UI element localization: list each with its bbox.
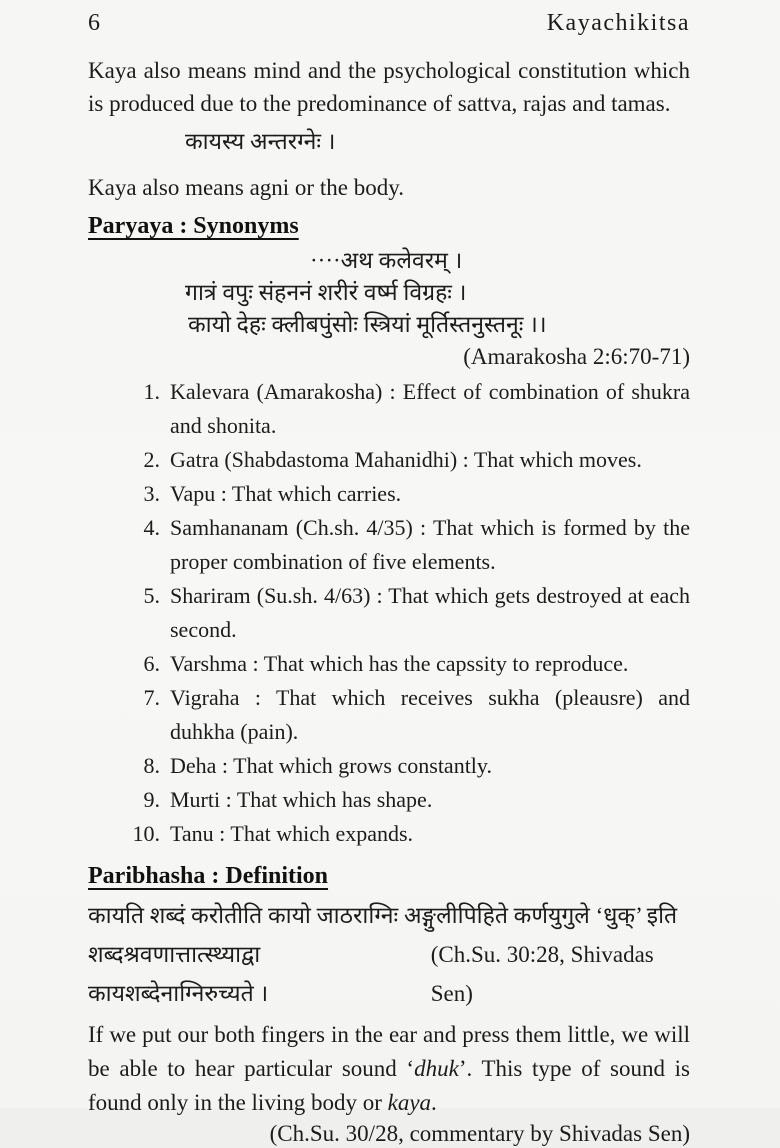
verse-line: कायो देहः क्लीबपुंसोः स्त्रियां मूर्तिस्तनुस्तनूः ।। [188, 312, 547, 337]
amarakosha-citation: (Amarakosha 2:6:70-71) [463, 344, 690, 369]
definition-paragraph [88, 1018, 690, 1120]
list-item-number: 3. [143, 481, 160, 506]
list-item-number: 5. [143, 583, 160, 608]
list-item-text: Gatra (Shabdastoma Mahanidhi) : That which moves. [170, 447, 642, 472]
list-item-number: 4. [143, 515, 160, 540]
sanskrit-definition-line [88, 935, 690, 1013]
list-item [88, 817, 690, 851]
list-item-text: Shariram (Su.sh. 4/63) : That which gets destroyed at each second. [170, 583, 690, 642]
list-item-number: 7. [143, 685, 160, 710]
running-title: Kayachikitsa [546, 10, 690, 36]
verse-line: गात्रं वपुः संहननं शरीरं वर्ष्म विग्रहः । [185, 280, 467, 305]
list-item-number: 10. [132, 821, 160, 846]
chsu-citation: (Ch.Su. 30:28, Shivadas Sen) [430, 942, 654, 1006]
agni-paragraph: Kaya also means agni or the body. [88, 175, 404, 200]
list-item-number: 9. [143, 787, 160, 812]
list-item [88, 783, 690, 817]
list-item-number: 6. [143, 651, 160, 676]
list-item-text: Deha : That which grows constantly. [170, 753, 492, 778]
page-header [88, 8, 690, 38]
list-item-text: Vigraha : That which receives sukha (pleausre) and duhkha (pain). [170, 685, 690, 744]
list-item-text: Murti : That which has shape. [170, 787, 433, 812]
list-item-number: 8. [143, 753, 160, 778]
amarakosha-verse [88, 245, 690, 341]
list-item [88, 681, 690, 749]
synonyms-list [88, 375, 690, 851]
list-item [88, 647, 690, 681]
italic-term-dhuk: dhuk [414, 1056, 459, 1081]
paribhasha-heading: Paribhasha : Definition [88, 863, 329, 889]
list-item-text: Tanu : That which expands. [170, 821, 414, 846]
definition-text: . [431, 1090, 437, 1115]
verse-line: ····अथ कलेवरम् । [310, 248, 463, 273]
italic-term-kaya: kaya [387, 1090, 432, 1115]
definition-text: ’. This type of sound is found only in the living body or [88, 1056, 690, 1115]
intro-paragraph: Kaya also means mind and the psychological constitution which is produced due to the predominance of sattva, rajas and tamas. [88, 58, 690, 116]
list-item-text: Samhananam (Ch.sh. 4/35) : That which is formed by the proper combination of five elements. [170, 515, 690, 574]
page-number: 6 [88, 10, 100, 36]
list-item [88, 477, 690, 511]
sanskrit-definition-text: शब्दश्रवणात्तात्स्थ्याद्वा कायशब्देनाग्निरुच्यते । [88, 942, 269, 1006]
list-item [88, 443, 690, 477]
sanskrit-definition-line: कायति शब्दं करोतीति कायो जाठराग्निः अङ्गुलीपिहिते कर्णयुगुले ‘धुक्’ इति [88, 903, 678, 928]
list-item-text: Varshma : That which has the capssity to reproduce. [170, 651, 629, 676]
list-item [88, 511, 690, 579]
paryaya-heading: Paryaya : Synonyms [88, 213, 299, 239]
list-item-text: Vapu : That which carries. [170, 481, 402, 506]
paribhasha-sanskrit [88, 896, 690, 1013]
list-item [88, 749, 690, 783]
list-item-number: 1. [143, 379, 160, 404]
list-item [88, 375, 690, 443]
list-item [88, 579, 690, 647]
sanskrit-quote-antaragneh: कायस्य अन्तरग्नेः । [185, 129, 336, 154]
list-item-number: 2. [143, 447, 160, 472]
commentary-citation: (Ch.Su. 30/28, commentary by Shivadas Sen) [269, 1121, 690, 1146]
definition-text: If we put our both fingers in the ear and press them little, we will be able to hear particular sound ‘ [88, 1022, 690, 1081]
list-item-text: Kalevara (Amarakosha) : Effect of combination of shukra and shonita. [170, 379, 690, 438]
